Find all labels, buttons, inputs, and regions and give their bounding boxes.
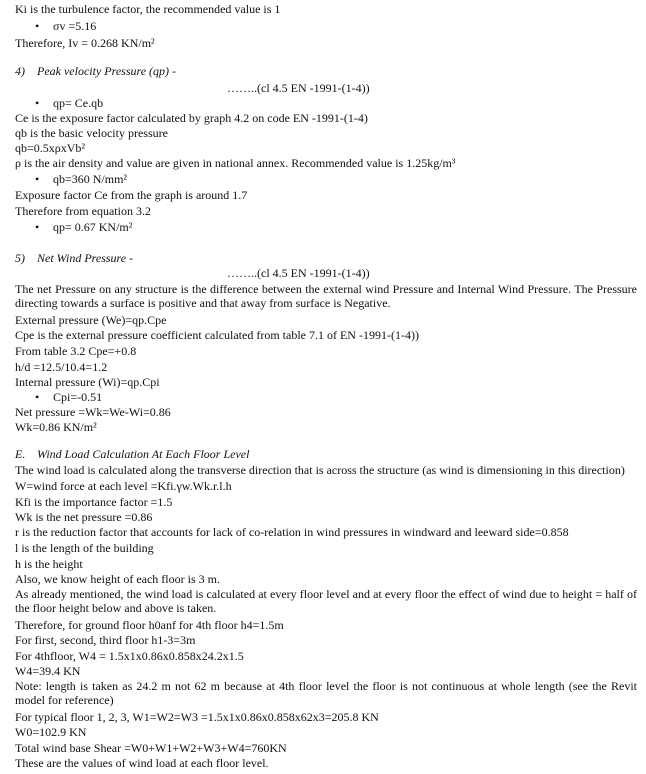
text-line: Therefore, Iv = 0.268 KN/m² <box>15 36 155 50</box>
bullet-icon: • <box>35 172 40 186</box>
bullet-item <box>35 172 127 186</box>
bullet-icon: • <box>35 19 40 33</box>
paragraph: Note: length is taken as 24.2 m not 62 m because at 4th floor level the floor is not continuous at whole length (see the Revit model for reference) <box>15 679 637 707</box>
text-line: qb=0.5xρxVb² <box>15 141 86 155</box>
section-heading <box>15 64 176 78</box>
text-line: h is the height <box>15 557 83 571</box>
text-line: qb=360 N/mm² <box>53 172 128 186</box>
text-line: These are the values of wind load at each floor level. <box>15 756 269 770</box>
text-line: ρ is the air density and value are given in national annex. Recommended value is 1.25kg/m³ <box>15 156 456 170</box>
section-heading <box>15 447 249 461</box>
text-line: Ki is the turbulence factor, the recommended value is 1 <box>15 2 281 16</box>
text-line: From table 3.2 Cpe=+0.8 <box>15 344 137 358</box>
paragraph: As already mentioned, the wind load is calculated at every floor level and at every floor the effect of wind due to height = half of the floor height below and above is taken. <box>15 587 637 615</box>
code-reference: ……..(cl 4.5 EN -1991-(1-4)) <box>227 266 370 280</box>
text-line: For typical floor 1, 2, 3, W1=W2=W3 =1.5x1x0.86x0.858x62x3=205.8 KN <box>15 710 379 724</box>
text-line: External pressure (We)=qp.Cpe <box>15 313 167 327</box>
text-line: Net pressure =Wk=We-Wi=0.86 <box>15 405 171 419</box>
bullet-icon: • <box>35 220 40 234</box>
text-line: Therefore from equation 3.2 <box>15 204 151 218</box>
text-line: qp= 0.67 KN/m² <box>53 220 133 234</box>
section-heading <box>15 251 133 265</box>
section-title: Wind Load Calculation At Each Floor Level <box>37 447 250 461</box>
text-line: Therefore, for ground floor h0anf for 4th floor h4=1.5m <box>15 618 284 632</box>
section-title: Peak velocity Pressure (qp) - <box>37 64 177 78</box>
text-line: Internal pressure (Wi)=qp.Cpi <box>15 375 160 389</box>
text-line: σv =5.16 <box>53 19 97 33</box>
bullet-icon: • <box>35 390 40 404</box>
text-line: Kfi is the importance factor =1.5 <box>15 495 173 509</box>
text-line: W4=39.4 KN <box>15 664 81 678</box>
text-line: h/d =12.5/10.4=1.2 <box>15 360 108 374</box>
paragraph: The net Pressure on any structure is the difference between the external wind Pressure and Internal Wind Pressure. The Pressure directing towards a surface is positive and that away from surface is Negative. <box>15 282 637 310</box>
text-line: Cpi=-0.51 <box>53 390 103 404</box>
section-number: E. <box>15 447 26 461</box>
text-line: Wk=0.86 KN/m² <box>15 420 97 434</box>
text-line: W=wind force at each level =Kfi.γw.Wk.r.l.h <box>15 479 232 493</box>
text-line: Wk is the net pressure =0.86 <box>15 510 153 524</box>
bullet-icon: • <box>35 96 40 110</box>
section-number: 4) <box>15 64 25 78</box>
text-line: Exposure factor Ce from the graph is around 1.7 <box>15 188 248 202</box>
section-title: Net Wind Pressure - <box>37 251 134 265</box>
text-line: Cpe is the external pressure coefficient calculated from table 7.1 of EN -1991-(1-4)) <box>15 328 419 342</box>
text-line: W0=102.9 KN <box>15 725 87 739</box>
bullet-item <box>35 19 96 33</box>
text-line: qb is the basic velocity pressure <box>15 126 168 140</box>
code-reference: ……..(cl 4.5 EN -1991-(1-4)) <box>227 81 370 95</box>
text-line: Ce is the exposure factor calculated by graph 4.2 on code EN -1991-(1-4) <box>15 111 368 125</box>
section-number: 5) <box>15 251 25 265</box>
bullet-item <box>35 96 103 110</box>
text-line: Also, we know height of each floor is 3 m. <box>15 572 220 586</box>
text-line: The wind load is calculated along the transverse direction that is across the structure (as wind is dimensioning in this direction) <box>15 463 625 477</box>
bullet-item <box>35 220 132 234</box>
text-line: qp= Ce.qb <box>53 96 104 110</box>
bullet-item <box>35 390 102 404</box>
text-line: l is the length of the building <box>15 541 154 555</box>
text-line: r is the reduction factor that accounts for lack of co-relation in wind pressures in windward and leeward side=0.858 <box>15 525 569 539</box>
text-line: For first, second, third floor h1-3=3m <box>15 633 196 647</box>
text-line: For 4thfloor, W4 = 1.5x1x0.86x0.858x24.2x1.5 <box>15 649 244 663</box>
text-line: Total wind base Shear =W0+W1+W2+W3+W4=760KN <box>15 741 287 755</box>
